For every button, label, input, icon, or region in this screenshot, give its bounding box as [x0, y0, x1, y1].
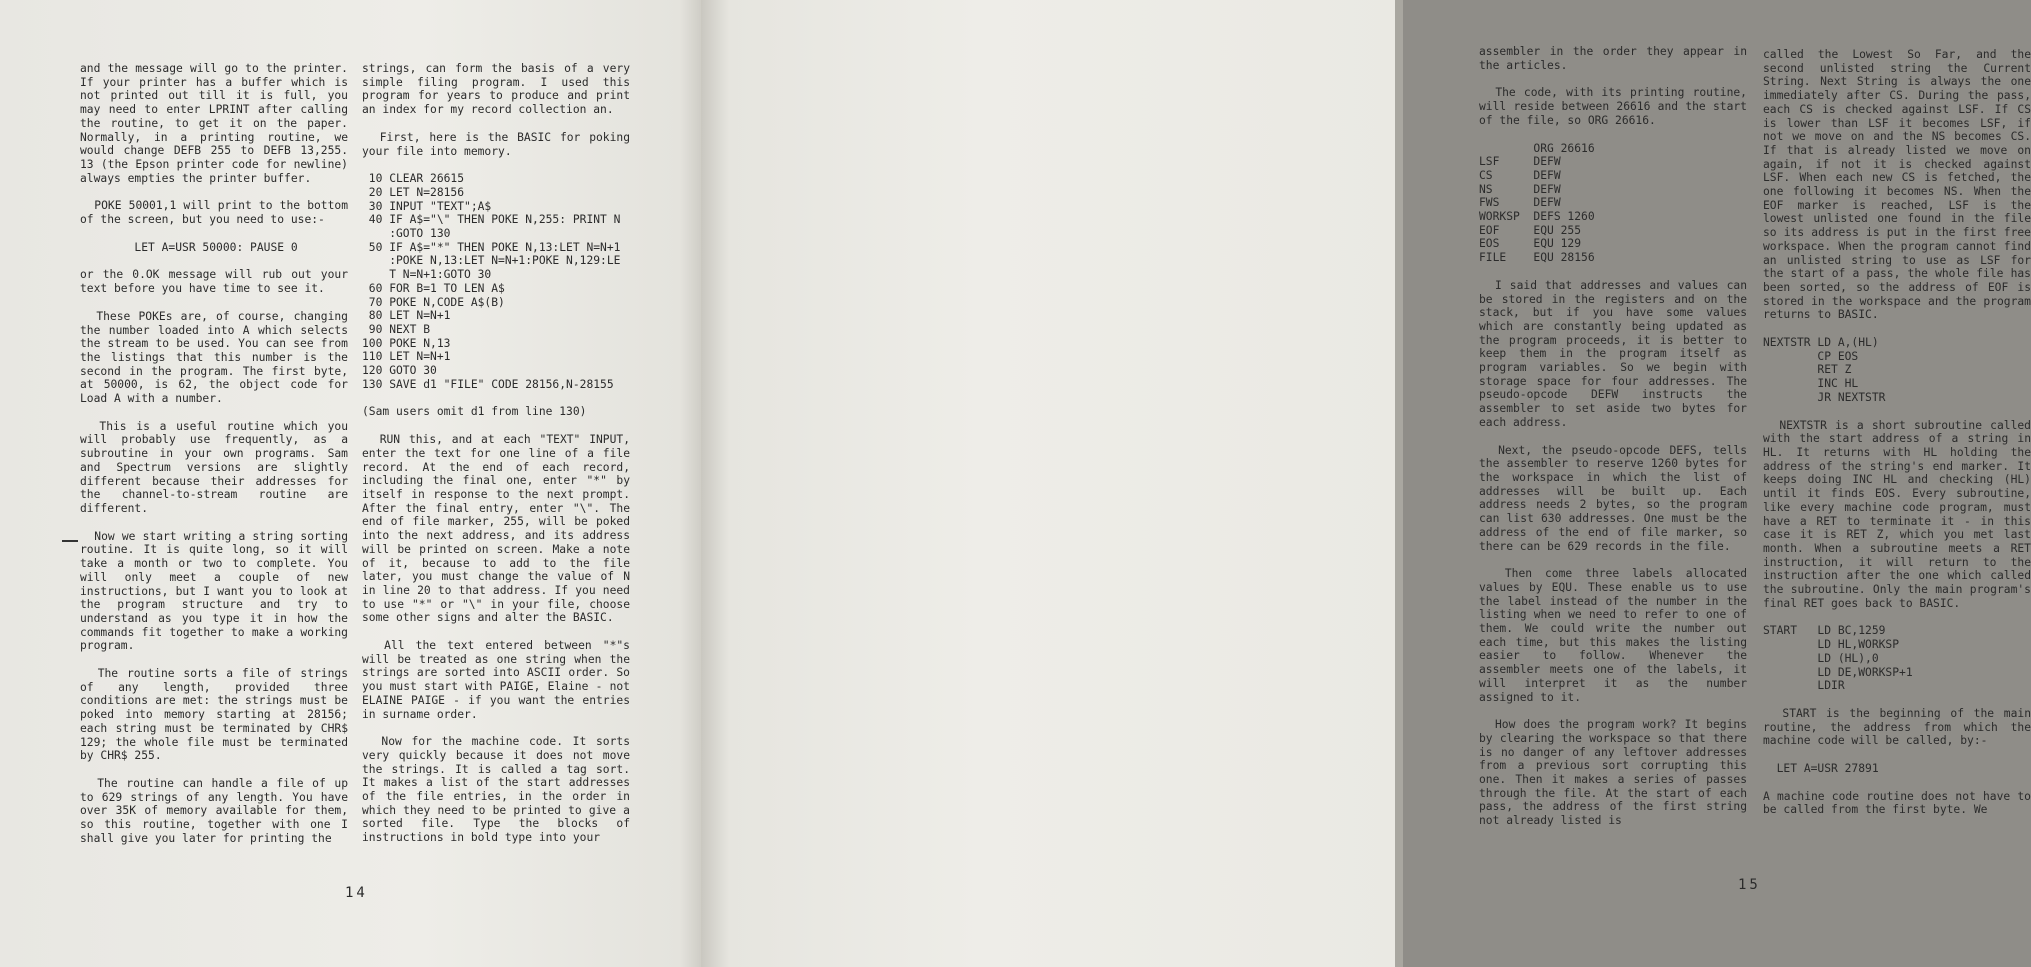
intro-text-right: [1479, 45, 1754, 128]
paragraph: How does the program work? It begins by clearing the workspace so that there is no danger of any leftover addresses from a previous sort corrupting this one. Then it makes a series of passes through the file. At the start of each pass, the address of the first string not already listed is: [1479, 718, 1754, 828]
code-line: INC HL: [1763, 377, 1859, 391]
assembler-labels-listing: [1479, 142, 1747, 265]
start-listing: [1763, 624, 2031, 693]
code-line: FWS DEFW: [1479, 196, 1561, 210]
paragraph: The code, with its printing routine, will reside between 26616 and the start of the file, so ORG 26616.: [1479, 86, 1754, 127]
paragraph: (Sam users omit d1 from line 130): [362, 405, 587, 419]
code-line: 90 NEXT B: [362, 322, 431, 336]
code-line: :POKE N,13:LET N=N+1:POKE N,129:LE: [362, 254, 621, 268]
paragraph: LET A=USR 27891: [1763, 762, 1879, 776]
paragraph: This is a useful routine which you will probably use frequently, as a subroutine in your own programs. Sam and Spectrum versions are slightly different because their addresses for the channel-to-stream routine are different.: [80, 419, 355, 515]
paragraph: NEXTSTR is a short subroutine called with the start address of a string in HL. It returns with HL holding the address of the string's end marker. It keeps doing INC HL and checking (HL) until it finds EOS. Every subroutine, like every machine code program, must have a RET to terminate it - in this case it is RET Z, which you met last month. When a subroutine meets a RET instruction, it will return to the instruction after the one which called the subroutine. Only the main program's final RET goes back to BASIC.: [1763, 418, 2031, 610]
right-page: [701, 0, 2031, 967]
code-line: EOF EQU 255: [1479, 223, 1582, 237]
code-line: NS DEFW: [1479, 182, 1561, 196]
code-line: 80 LET N=N+1: [362, 309, 451, 323]
code-line: 130 SAVE d1 "FILE" CODE 28156,N-28155: [362, 377, 614, 391]
code-line: T N=N+1:GOTO 30: [362, 268, 492, 282]
paragraph: Now for the machine code. It sorts very quickly because it does not move the strings. It is called a tag sort. It makes a list of the start addresses of the file entries, in the order in which they need to be printed to give a sorted file. Type the blocks of instructions in bold type into your: [362, 735, 637, 845]
paragraph: LET A=USR 50000: PAUSE 0: [80, 240, 298, 254]
basic-listing: [362, 172, 630, 391]
paragraph: POKE 50001,1 will print to the bottom of the screen, but you need to use:-: [80, 199, 355, 227]
code-line: CP EOS: [1763, 349, 1859, 363]
right-column-1: [1479, 45, 1754, 842]
code-line: 70 POKE N,CODE A$(B): [362, 295, 505, 309]
page-number-left: 14: [345, 885, 368, 901]
paragraph: strings, can form the basis of a very simple filing program. I used this program for years to produce and print an index for my record collection an.: [362, 62, 637, 117]
code-line: LDIR: [1763, 679, 1845, 693]
paragraph: All the text entered between "*"s will be treated as one string when the strings are sorted into ASCII order. So you must start with PAIGE, Elaine - not ELAINE PAIGE - if you want the entries in surname order.: [362, 639, 637, 721]
left-page: [0, 0, 701, 967]
column-4-rest: [1763, 707, 2031, 817]
code-line: 110 LET N=N+1: [362, 350, 451, 364]
code-line: 40 IF A$="\" THEN POKE N,255: PRINT N: [362, 213, 621, 227]
paragraph: assembler in the order they appear in the articles.: [1479, 45, 1754, 72]
intro-text: [362, 62, 637, 158]
code-line: :GOTO 130: [362, 227, 451, 241]
paragraph: A machine code routine does not have to be called from the first byte. We: [1763, 789, 2031, 817]
right-column-2: [1763, 48, 2031, 831]
paragraph: and the message will go to the printer. If your printer has a buffer which is not printed out till it is full, you may need to enter LPRINT after calling the routine, to get it on the paper. Normally, in a printing routine, we would change DEFB 255 to DEFB 13,255. 13 (the Epson printer code for newline) always empties the printer buffer.: [80, 62, 355, 185]
nextstr-listing: [1763, 336, 2031, 405]
paragraph: The routine can handle a file of up to 629 strings of any length. You have over 35K of memory available for them, so this routine, together with one I shall give you later for printing the: [80, 776, 355, 845]
code-line: JR NEXTSTR: [1763, 390, 1886, 404]
column-4-intro: [1763, 48, 2031, 322]
code-line: RET Z: [1763, 363, 1852, 377]
code-line: LD (HL),0: [1763, 651, 1879, 665]
code-line: NEXTSTR LD A,(HL): [1763, 336, 1879, 350]
code-line: 100 POKE N,13: [362, 336, 451, 350]
code-line: 50 IF A$="*" THEN POKE N,13:LET N=N+1: [362, 240, 621, 254]
code-line: WORKSP DEFS 1260: [1479, 210, 1595, 224]
paragraph: Next, the pseudo-opcode DEFS, tells the assembler to reserve 1260 bytes for the workspace in which the list of addresses will be built up. Each address needs 2 bytes, so the program can list 630 addresses. One must be the address of the end of file marker, so there can be 629 records in the file.: [1479, 443, 1754, 553]
left-column-1: [80, 62, 355, 859]
code-line: 30 INPUT "TEXT";A$: [362, 199, 492, 213]
code-line: 20 LET N=28156: [362, 185, 465, 199]
code-line: FILE EQU 28156: [1479, 251, 1595, 265]
code-line: LD DE,WORKSP+1: [1763, 665, 1913, 679]
paragraph: or the 0.OK message will rub out your text before you have time to see it.: [80, 268, 355, 296]
left-column-2: [362, 62, 637, 859]
paragraph: START is the beginning of the main routine, the address from which the machine code will be called, by:-: [1763, 706, 2031, 748]
paragraph: The routine sorts a file of strings of any length, provided three conditions are met: the strings must be poked into memory starting at 28156; each string must be terminated by CHR$ 129; the whole file must be terminated by CHR$ 255.: [80, 667, 355, 763]
paragraph: Then come three labels allocated values by EQU. These enable us to use the label instead of the number in the listing when we need to refer to one of them. We could write the number out each time, but this makes the listing easier to follow. Whenever the assembler meets one of the labels, it will interpret it as the number assigned to it.: [1479, 567, 1754, 704]
code-line: EOS EQU 129: [1479, 237, 1582, 251]
column-2-text: [362, 405, 637, 845]
code-line: ORG 26616: [1479, 141, 1595, 155]
code-line: 10 CLEAR 26615: [362, 172, 465, 186]
paragraph: RUN this, and at each "TEXT" INPUT, enter the text for one line of a file record. At the end of each record, including the final one, enter "*" by itself in response to the next prompt. After the final entry, enter "\". The end of file marker, 255, will be poked into the next address, and its address will be printed on screen. Make a note of it, because to add to the file later, you must change the value of N in line 20 to that address. If you need to use "*" or "\" in your file, choose some other signs and alter the BASIC.: [362, 433, 637, 625]
code-line: START LD BC,1259: [1763, 624, 1886, 638]
page-number-right: 15: [1738, 877, 1761, 893]
paragraph: First, here is the BASIC for poking your file into memory.: [362, 130, 637, 158]
code-line: LSF DEFW: [1479, 155, 1561, 169]
margin-pencil-mark: [62, 540, 78, 542]
column-4-mid: [1763, 419, 2031, 611]
paragraph: Now we start writing a string sorting routine. It is quite long, so it will take a month or two to complete. You will only meet a couple of new instructions, but I want you to look at the program structure and try to understand as you type it in how the commands fit together to make a working program.: [80, 529, 355, 653]
paragraph: called the Lowest So Far, and the second unlisted string the Current String. Next String is always the one immediately after CS. During the pass, each CS is checked against LSF. If CS is lower than LSF it becomes LSF, if not we move on and the NS becomes CS. If that is already listed we move on again, if not it is checked against LSF. When each new CS is fetched, the one following it becomes NS. When the EOF marker is reached, LSF is the lowest unlisted one found in the file so its address is put in the first free workspace. When the program cannot find an unlisted string to use as LSF for the start of a pass, the whole file has been sorted, so the address of EOF is stored in the workspace and the program returns to BASIC.: [1763, 48, 2031, 322]
code-line: 120 GOTO 30: [362, 364, 437, 378]
paragraph: I said that addresses and values can be stored in the registers and on the stack, but if you have some values which are constantly being updated as the program proceeds, it is better to keep them in the program itself as program variables. So we begin with storage space for four addresses. The pseudo-opcode DEFW instructs the assembler to set aside two bytes for each address.: [1479, 278, 1754, 429]
code-line: CS DEFW: [1479, 168, 1561, 182]
column-3-text: [1479, 278, 1754, 828]
code-line: 60 FOR B=1 TO LEN A$: [362, 281, 505, 295]
code-line: LD HL,WORKSP: [1763, 638, 1900, 652]
paragraph: These POKEs are, of course, changing the number loaded into A which selects the stream to be used. You can see from the listings that this number is the second in the program. The first byte, at 50000, is 62, the object code for Load A with a number.: [80, 309, 355, 406]
